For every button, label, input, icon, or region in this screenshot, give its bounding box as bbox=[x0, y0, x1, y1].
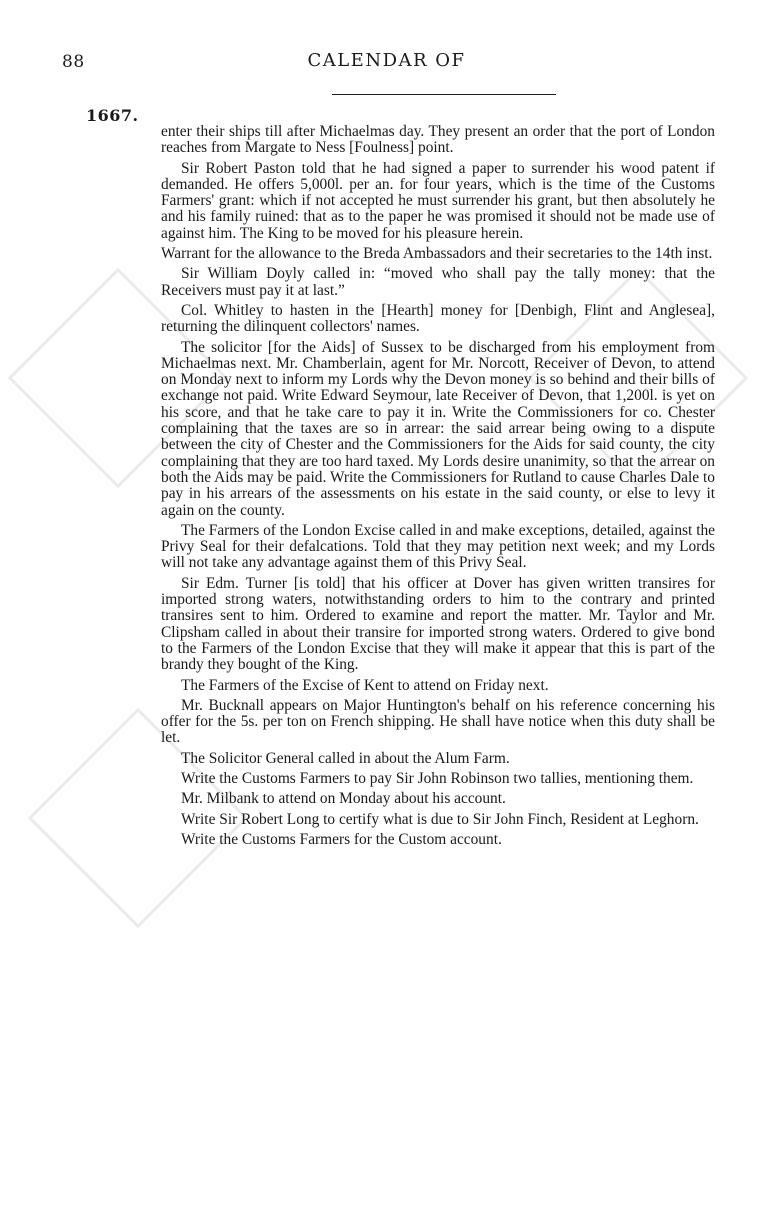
paragraph: The Solicitor General called in about the Alum Farm. bbox=[181, 749, 510, 767]
paragraph: Mr. Milbank to attend on Monday about his account. bbox=[181, 790, 506, 808]
paragraph: Sir William Doyly called in: “moved who shall pay the tally money: that the Receivers must pay it at last.” bbox=[161, 265, 715, 299]
paragraph: The Farmers of the Excise of Kent to attend on Friday next. bbox=[181, 676, 549, 694]
paragraph: The Farmers of the London Excise called in and make exceptions, detailed, against the Privy Seal for their defalcations. Told that they may petition next week; and my Lords will not take any advantage against them of this Privy Seal. bbox=[161, 521, 715, 572]
paragraph: Write the Customs Farmers for the Custom account. bbox=[181, 830, 502, 848]
paragraph: enter their ships till after Michaelmas day. They present an order that the port of London reaches from Margate to Ness [Foulness] point. bbox=[161, 123, 715, 157]
paragraph: Warrant for the allowance to the Breda Ambassadors and their secretaries to the 14th inst. bbox=[161, 245, 713, 263]
paragraph: Write the Customs Farmers to pay Sir John Robinson two tallies, mentioning them. bbox=[181, 769, 694, 787]
paragraph: Sir Edm. Turner [is told] that his officer at Dover has given written transires for imported strong waters, notwithstanding orders to him to the contrary and printed transires sent to him. Ordered to examine and report the matter. Mr. Taylor and Mr. Clipsham called in about their transire for imported strong waters. Ordered to give bond to the Farmers of the London Excise that they will make it appear that this is part of the brandy they bought of the King. bbox=[161, 574, 715, 674]
paragraph: Write Sir Robert Long to certify what is due to Sir John Finch, Resident at Leghorn. bbox=[181, 810, 699, 828]
paragraph: The solicitor [for the Aids] of Sussex to be discharged from his employment from Michaelmas next. Mr. Chamberlain, agent for Mr. Norcott, Receiver of Devon, to attend on Monday next to inform my Lords why the Devon money is so behind and their bills of exchange not paid. Write Edward Seymour, late Receiver of Devon, that 1,200l. is yet on his score, and that he take care to pay it in. Write the Commissioners for co. Chester complaining that the taxes are so in arrear: the said arrear being owing to a dispute between the city of Chester and the Commissioners for the Aids for said county, the city complaining that they are too hard taxed. My Lords desire unanimity, so that the arrear on both the Aids may be paid. Write the Commissioners for Rutland to cause Charles Dale to pay in his arrears of the assessments on his estate in the said county, or else to levy it again on the county. bbox=[161, 338, 715, 519]
header-rule bbox=[332, 94, 556, 95]
running-title: CALENDAR OF bbox=[307, 50, 466, 71]
paragraph: Col. Whitley to hasten in the [Hearth] money for [Denbigh, Flint and Anglesea], returning the dilinquent collectors' names. bbox=[161, 301, 715, 336]
marginal-year: 1667. bbox=[86, 106, 139, 125]
paragraph: Sir Robert Paston told that he had signed a paper to surrender his wood patent if demanded. He offers 5,000l. per an. for four years, which is the time of the Customs Farmers' grant: which if not accepted he must surrender his grant, but then absolutely he and his family ruined: that as to the paper he was promised it should not be made use of against him. The King to be moved for his pleasure herein. bbox=[161, 159, 715, 242]
paragraph: Mr. Bucknall appears on Major Huntington's behalf on his reference concerning his offer for the 5s. per ton on French shipping. He shall have notice when this duty shall be let. bbox=[161, 696, 715, 747]
body-text bbox=[161, 124, 715, 852]
page-number: 88 bbox=[62, 52, 85, 72]
